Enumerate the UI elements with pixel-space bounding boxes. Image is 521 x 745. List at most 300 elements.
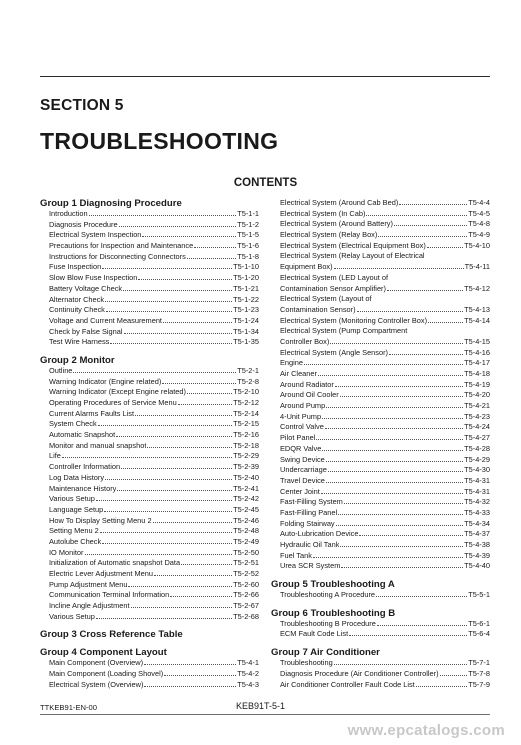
toc-entry[interactable] (280, 529, 490, 540)
dot-leader (427, 247, 463, 248)
toc-entry-page: T5-4-21 (464, 401, 490, 411)
toc-entry-page: T5-4-27 (464, 433, 490, 443)
toc-entry-page: T5-2-16 (233, 430, 259, 440)
toc-entry[interactable] (49, 601, 259, 612)
toc-entry-label: 4-Unit Pump (280, 411, 322, 421)
toc-entry-page: T5-4-15 (464, 336, 490, 346)
toc-entry-label: Air Cleaner (280, 369, 317, 378)
toc-entry-label: Air Conditioner Controller Fault Code List (280, 679, 415, 689)
toc-entry[interactable] (49, 612, 259, 623)
footer-document-code: TTKEB91-EN-00 (40, 703, 97, 712)
toc-entry-label: Outline (49, 365, 73, 375)
toc-entry-page: T5-4-32 (464, 497, 490, 507)
toc-entry-page: T5-4-8 (468, 219, 490, 229)
dot-leader (104, 511, 232, 512)
page-title: TROUBLESHOOTING (40, 128, 279, 154)
dot-leader (377, 625, 467, 626)
dot-leader (154, 575, 232, 576)
toc-entry-label: Fast-Filling System (280, 497, 343, 507)
toc-entry-label: Electric Lever Adjustment Menu (49, 569, 153, 578)
toc-entry-page: T5-4-16 (464, 347, 490, 357)
toc-entry-page: T5-4-14 (464, 315, 490, 325)
toc-entry-page: T5-4-37 (464, 529, 490, 539)
toc-entry-page: T5-1-24 (233, 315, 259, 325)
dot-leader (349, 635, 467, 636)
toc-entry-label: Center Joint (280, 486, 320, 496)
dot-leader (321, 493, 463, 494)
toc-entry[interactable] (49, 558, 259, 569)
toc-entry-label: Around Radiator (280, 379, 334, 389)
dot-leader (387, 290, 463, 291)
dot-leader (389, 354, 463, 355)
toc-entry-label: Electrical System (Relay Box) (280, 230, 378, 240)
toc-entry[interactable] (280, 369, 490, 380)
dot-leader (102, 543, 232, 544)
dot-leader (313, 557, 463, 558)
dot-leader (98, 425, 232, 426)
toc-entry-page: T5-4-13 (464, 304, 490, 314)
toc-entry-label: Electrical System (Monitoring Controller Box) (280, 315, 428, 325)
dot-leader (144, 664, 236, 665)
dot-leader (62, 457, 232, 458)
toc-entry-label: Various Setup (49, 611, 95, 621)
group-heading[interactable]: Group 6 Troubleshooting B (271, 607, 396, 619)
group-entries (49, 209, 259, 348)
toc-entry-page: T5-1-23 (233, 305, 259, 315)
toc-entry-page: T5-1-22 (233, 294, 259, 304)
dot-leader (440, 675, 468, 676)
toc-entry-page: T5-4-23 (464, 411, 490, 421)
toc-entry[interactable] (49, 377, 259, 388)
toc-entry-page: T5-4-30 (464, 465, 490, 475)
toc-entry[interactable] (49, 569, 259, 580)
toc-entry-page: T5-4-33 (464, 507, 490, 517)
toc-entry-label: Electrical System Inspection (49, 230, 142, 240)
dot-leader (96, 500, 232, 501)
dot-leader (162, 383, 236, 384)
toc-entry[interactable] (49, 548, 259, 559)
toc-entry-page: T5-1-1 (237, 209, 259, 218)
toc-entry[interactable] (280, 294, 490, 305)
toc-entry[interactable] (280, 590, 490, 601)
toc-entry-label: ECM Fault Code List (280, 629, 349, 639)
toc-entry-label: Folding Stairway (280, 518, 335, 528)
toc-entry-page: T5-6-4 (468, 629, 490, 639)
dot-leader (147, 447, 232, 448)
toc-entry-page: T5-2-60 (233, 579, 259, 589)
toc-entry-page: T5-4-24 (464, 422, 490, 432)
toc-entry[interactable] (49, 473, 259, 484)
dot-leader (394, 225, 467, 226)
toc-entry-label: Log Data History (49, 472, 105, 482)
group-entries (280, 590, 490, 601)
toc-entry[interactable] (280, 619, 490, 630)
toc-entry[interactable] (49, 327, 259, 338)
toc-entry-label: Slow Blow Fuse Inspection (49, 273, 138, 283)
dot-leader (325, 428, 463, 429)
dot-leader (164, 675, 236, 676)
toc-entry-label: Electrical System (Overview) (49, 679, 144, 689)
toc-entry-label: Electrical System (In Cab) (280, 208, 366, 218)
toc-entry-page: T5-4-10 (464, 240, 490, 250)
toc-entry[interactable] (49, 537, 259, 548)
toc-entry[interactable] (49, 590, 259, 601)
toc-entry[interactable] (280, 455, 490, 466)
toc-entry[interactable] (280, 487, 490, 498)
toc-entry-page: T5-7-8 (468, 668, 490, 678)
toc-entry-label: Initialization of Automatic snapshot Data (49, 558, 181, 568)
dot-leader (123, 290, 232, 291)
toc-entry-page: T5-4-3 (237, 679, 259, 689)
toc-entry-label: Troubleshooting B Procedure (280, 618, 376, 628)
toc-entry-page: T5-2-29 (233, 451, 259, 461)
toc-entry[interactable] (49, 494, 259, 505)
toc-entry-label: Main Component (Loading Shovel) (49, 669, 164, 679)
toc-entry-page: T5-5-1 (468, 590, 490, 600)
toc-entry[interactable] (280, 219, 490, 230)
toc-entry[interactable] (280, 284, 490, 295)
dot-leader (124, 333, 233, 334)
group-entries (49, 658, 259, 690)
dot-leader (328, 471, 463, 472)
toc-entry[interactable] (280, 348, 490, 359)
toc-entry-page: T5-4-18 (464, 369, 490, 378)
toc-entry-page: T5-2-39 (233, 462, 259, 472)
group-entries (280, 198, 490, 572)
toc-entry[interactable] (49, 209, 259, 220)
dot-leader (181, 564, 232, 565)
toc-entry[interactable] (280, 209, 490, 220)
toc-entry[interactable] (49, 526, 259, 537)
dot-leader (334, 664, 467, 665)
dot-leader (428, 322, 463, 323)
toc-entry-label: Setting Menu 2 (49, 526, 99, 536)
toc-entry[interactable] (49, 484, 259, 495)
toc-entry-label: Automatic Snapshot (49, 430, 116, 440)
footer-page-number: KEB91T-5-1 (235, 701, 286, 711)
toc-entry[interactable] (280, 230, 490, 241)
toc-entry-label: Around Pump (280, 401, 326, 411)
toc-entry[interactable] (280, 561, 490, 572)
toc-right-column (271, 198, 490, 690)
toc-entry-label: Auto-Lubrication Device (280, 529, 359, 539)
toc-entry-label: Life (49, 451, 61, 461)
toc-entry[interactable] (49, 230, 259, 241)
dot-leader (89, 215, 237, 216)
section-label: SECTION 5 (40, 97, 124, 114)
toc-entry-page: T5-1-34 (233, 326, 259, 336)
toc-entry[interactable] (49, 337, 259, 348)
toc-entry-label: Voltage and Current Measurement (49, 315, 162, 325)
top-rule (40, 76, 490, 77)
toc-entry-label: Language Setup (49, 504, 104, 514)
dot-leader (338, 514, 463, 515)
toc-entry-label: Main Component (Overview) (49, 658, 144, 668)
toc-entry[interactable] (280, 444, 490, 455)
toc-entry[interactable] (49, 316, 259, 327)
toc-entry-label: Warning Indicator (Except Engine related) (49, 387, 186, 397)
toc-entry-label: Electrical System (Pump Compartment (280, 326, 408, 336)
toc-entry[interactable] (280, 358, 490, 369)
dot-leader (316, 439, 463, 440)
dot-leader (96, 618, 232, 619)
dot-leader (170, 596, 232, 597)
toc-entry[interactable] (280, 326, 490, 337)
toc-entry-label: Troubleshooting A Procedure (280, 590, 376, 600)
toc-entry-label: Electrical System (Layout of (280, 294, 372, 304)
toc-entry-label: Incline Angle Adjustment (49, 601, 130, 611)
toc-entry-label: Contamination Sensor) (280, 304, 356, 314)
toc-entry-label: Fast-Filling Panel (280, 507, 338, 517)
dot-leader (330, 343, 463, 344)
toc-entry-label: Communication Terminal Information (49, 590, 170, 600)
group-heading[interactable]: Group 3 Cross Reference Table (40, 629, 183, 641)
toc-entry[interactable] (280, 669, 490, 680)
toc-entry[interactable] (49, 305, 259, 316)
toc-entry[interactable] (49, 284, 259, 295)
toc-entry[interactable] (280, 658, 490, 669)
dot-leader (359, 535, 463, 536)
toc-entry-page: T5-2-40 (233, 472, 259, 482)
group-heading[interactable]: Group 2 Monitor (40, 354, 115, 366)
dot-leader (144, 686, 236, 687)
toc-entry[interactable] (280, 551, 490, 562)
bottom-rule (40, 714, 490, 715)
toc-entry-page: T5-2-66 (233, 590, 259, 600)
dot-leader (326, 461, 463, 462)
toc-entry-page: T5-4-31 (464, 475, 490, 485)
toc-entry-page: T5-1-5 (237, 230, 259, 240)
dot-leader (187, 393, 232, 394)
dot-leader (102, 268, 232, 269)
toc-entry-page: T5-2-41 (233, 483, 259, 493)
toc-entry[interactable] (280, 508, 490, 519)
toc-entry-label: Instructions for Disconnecting Connectors (49, 251, 186, 261)
toc-entry-page: T5-4-40 (464, 561, 490, 571)
toc-entry[interactable] (49, 580, 259, 591)
toc-entry[interactable] (280, 273, 490, 284)
dot-leader (119, 226, 237, 227)
group-heading[interactable]: Group 1 Diagnosing Procedure (40, 198, 182, 209)
toc-entry-label: Undercarriage (280, 465, 327, 475)
toc-entry-page: T5-1-10 (233, 262, 259, 272)
toc-entry-page: T5-1-20 (233, 273, 259, 283)
toc-entry-label: Pilot Panel (280, 433, 316, 443)
toc-entry-label: Electrical System (Around Cab Bed) (280, 198, 399, 207)
toc-entry[interactable] (280, 337, 490, 348)
toc-entry[interactable] (49, 419, 259, 430)
toc-entry[interactable] (49, 441, 259, 452)
dot-leader (110, 343, 232, 344)
toc-entry[interactable] (280, 316, 490, 327)
toc-entry[interactable] (280, 540, 490, 551)
group-heading[interactable]: Group 7 Air Conditioner (271, 647, 380, 659)
toc-entry[interactable] (280, 476, 490, 487)
toc-entry-page: T5-7-9 (468, 679, 490, 689)
toc-entry-label: Introduction (49, 209, 88, 218)
toc-entry-page: T5-4-28 (464, 443, 490, 453)
toc-entry-label: System Check (49, 419, 97, 429)
toc-entry-label: Electrical System (Electrical Equipment Box) (280, 240, 426, 250)
dot-leader (135, 415, 232, 416)
toc-entry[interactable] (49, 262, 259, 273)
group-entries (280, 658, 490, 690)
toc-entry-page: T5-4-31 (464, 486, 490, 496)
toc-entry-page: T5-4-4 (468, 198, 490, 207)
dot-leader (105, 479, 232, 480)
toc-entry-page: T5-2-14 (233, 408, 259, 418)
dot-leader (326, 407, 463, 408)
toc-entry[interactable] (280, 412, 490, 423)
dot-leader (344, 503, 463, 504)
dot-leader (105, 301, 232, 302)
toc-entry-label: Operating Procedures of Service Menu (49, 398, 177, 407)
group-heading[interactable]: Group 5 Troubleshooting A (271, 579, 395, 591)
toc-entry-label: Swing Device (280, 454, 325, 464)
toc-entry-page: T5-2-49 (233, 536, 259, 546)
toc-entry-page: T5-2-48 (233, 526, 259, 536)
toc-entry-page: T5-4-1 (237, 658, 259, 668)
toc-entry[interactable] (49, 430, 259, 441)
toc-entry-page: T5-4-20 (464, 390, 490, 400)
dot-leader (334, 268, 464, 269)
toc-entry-label: Pump Adjustment Menu (49, 579, 128, 589)
dot-leader (340, 396, 463, 397)
toc-entry-page: T5-4-19 (464, 379, 490, 389)
toc-entry[interactable] (280, 680, 490, 691)
toc-entry-label: Contamination Sensor Amplifier) (280, 283, 386, 293)
toc-entry-page: T5-2-46 (233, 515, 259, 525)
toc-left-column (40, 198, 259, 691)
toc-entry-page: T5-2-67 (233, 601, 259, 611)
toc-entry[interactable] (280, 629, 490, 640)
toc-entry[interactable] (280, 433, 490, 444)
dot-leader (117, 490, 232, 491)
toc-entry[interactable] (49, 516, 259, 527)
toc-entry-label: Battery Voltage Check (49, 283, 123, 293)
toc-entry-page: T5-4-12 (464, 283, 490, 293)
dot-leader (116, 436, 232, 437)
dot-leader (106, 311, 232, 312)
toc-entry[interactable] (49, 658, 259, 669)
toc-entry[interactable] (280, 305, 490, 316)
dot-leader (73, 372, 236, 373)
toc-entry[interactable] (49, 220, 259, 231)
toc-entry[interactable] (49, 273, 259, 284)
group-entries (49, 366, 259, 623)
toc-entry-label: Test Wire Harness (49, 337, 110, 347)
dot-leader (340, 546, 463, 547)
toc-entry-label: IO Monitor (49, 547, 84, 557)
toc-entry-page: T5-4-11 (464, 262, 490, 272)
toc-entry[interactable] (280, 262, 490, 273)
toc-entry-page: T5-4-17 (464, 358, 490, 368)
dot-leader (322, 450, 463, 451)
toc-entry[interactable] (280, 519, 490, 530)
dot-leader (187, 258, 236, 259)
toc-entry[interactable] (49, 295, 259, 306)
toc-entry-label: Around Oil Cooler (280, 390, 339, 400)
watermark: www.epcatalogs.com (347, 722, 505, 739)
toc-entry[interactable] (280, 422, 490, 433)
toc-entry[interactable] (49, 409, 259, 420)
toc-entry[interactable] (280, 241, 490, 252)
toc-entry-page: T5-4-34 (464, 518, 490, 528)
toc-entry[interactable] (49, 505, 259, 516)
toc-entry[interactable] (280, 497, 490, 508)
toc-entry-page: T5-2-42 (233, 494, 259, 504)
toc-entry-label: Electrical System (Angle Sensor) (280, 347, 389, 357)
toc-entry[interactable] (49, 462, 259, 473)
toc-entry[interactable] (280, 198, 490, 209)
toc-entry[interactable] (49, 241, 259, 252)
dot-leader (304, 364, 463, 365)
dot-leader (178, 404, 232, 405)
toc-entry-label: Check by False Signal (49, 326, 123, 336)
toc-entry-label: Various Setup (49, 494, 95, 504)
toc-entry[interactable] (49, 252, 259, 263)
toc-entry-page: T5-4-39 (464, 550, 490, 560)
toc-entry[interactable] (49, 387, 259, 398)
toc-entry-label: Current Alarms Faults List (49, 408, 135, 418)
toc-entry-label: Fuse Inspection (49, 262, 102, 272)
group-entries (280, 619, 490, 640)
toc-entry[interactable] (49, 669, 259, 680)
toc-entry[interactable] (49, 451, 259, 462)
toc-entry-page: T5-7-1 (468, 658, 490, 668)
toc-entry[interactable] (280, 380, 490, 391)
toc-entry[interactable] (280, 251, 490, 262)
toc-entry-page: T5-4-38 (464, 540, 490, 549)
toc-entry-page: T5-2-18 (233, 440, 259, 450)
toc-entry-label: Hydraulic Oil Tank (280, 540, 340, 549)
toc-entry-label: Controller Box) (280, 336, 330, 346)
toc-entry[interactable] (280, 465, 490, 476)
toc-entry-label: Troubleshooting (280, 658, 333, 668)
toc-entry-label: Continuity Check (49, 305, 105, 315)
toc-entry[interactable] (280, 401, 490, 412)
dot-leader (326, 482, 463, 483)
dot-leader (121, 468, 232, 469)
toc-entry-page: T5-4-9 (468, 230, 490, 240)
toc-entry-label: Autolube Check (49, 536, 102, 546)
dot-leader (163, 322, 232, 323)
toc-entry[interactable] (280, 390, 490, 401)
toc-entry[interactable] (49, 366, 259, 377)
toc-entry-label: Urea SCR System (280, 561, 341, 571)
toc-entry-label: Warning Indicator (Engine related) (49, 376, 162, 386)
toc-entry-label: EDQR Valve (280, 443, 322, 453)
toc-entry-page: T5-1-21 (233, 283, 259, 293)
dot-leader (128, 586, 232, 587)
dot-leader (322, 418, 463, 419)
toc-entry-page: T5-2-10 (233, 387, 259, 397)
toc-entry-page: T5-1-35 (233, 337, 259, 347)
toc-entry-page: T5-2-8 (237, 376, 259, 386)
toc-entry[interactable] (49, 680, 259, 691)
group-heading[interactable]: Group 4 Component Layout (40, 647, 167, 659)
toc-entry-label: Fuel Tank (280, 550, 312, 560)
toc-entry-label: Equipment Box) (280, 262, 333, 272)
toc-entry[interactable] (49, 398, 259, 409)
dot-leader (153, 522, 233, 523)
toc-entry-label: Maintenance History (49, 483, 117, 493)
toc-entry-page: T5-2-15 (233, 419, 259, 429)
dot-leader (399, 204, 467, 205)
dot-leader (376, 596, 467, 597)
toc-entry-page: T5-4-29 (464, 454, 490, 464)
toc-entry-page: T5-1-2 (237, 219, 259, 229)
